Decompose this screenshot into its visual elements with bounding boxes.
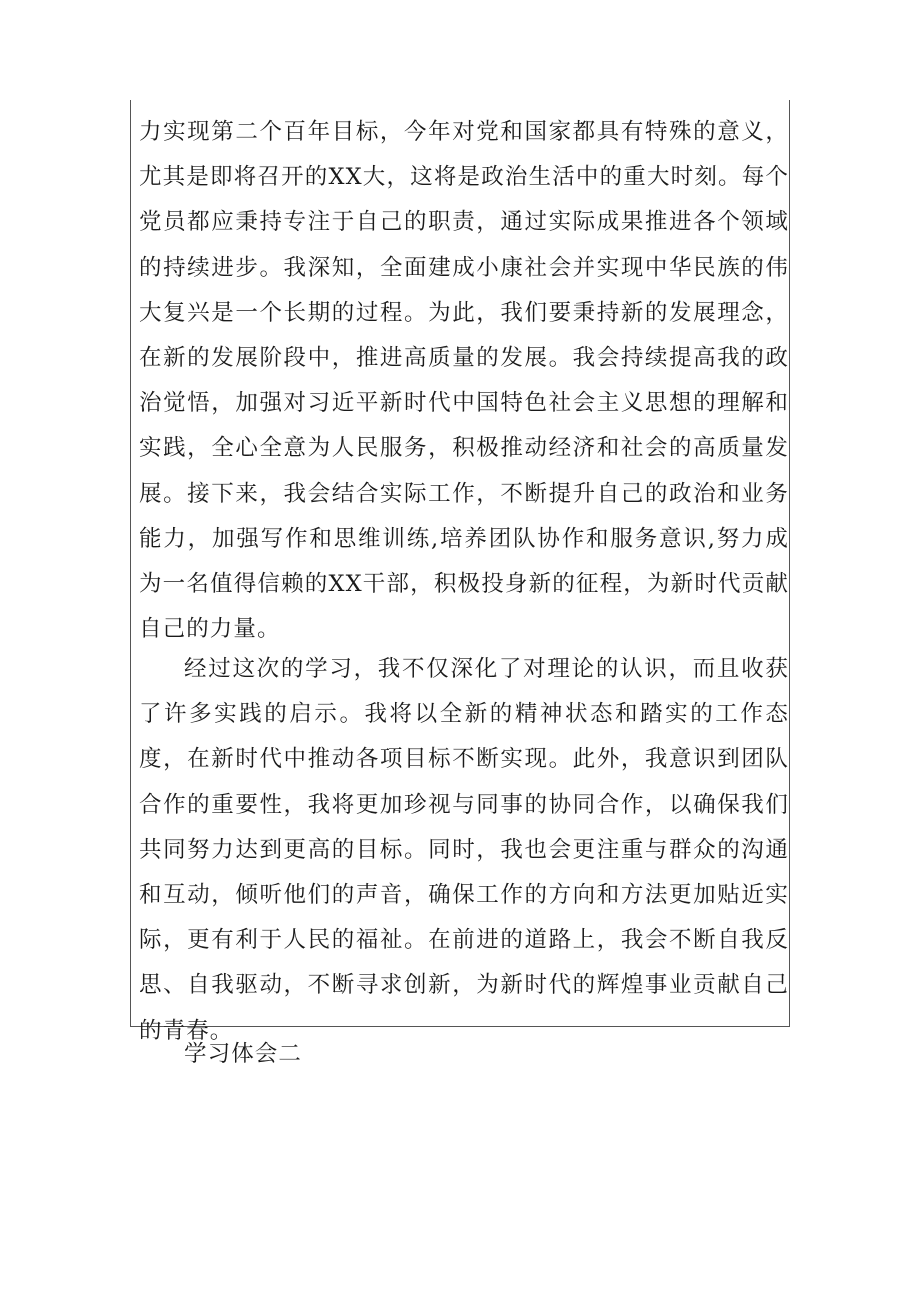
body-paragraph-2: 经过这次的学习，我不仅深化了对理论的认识，而且收获了许多实践的启示。我将以全新的精神状态和踏实的工作态度，在新时代中推动各项目标不断实现。此外，我意识到团队合作的重要性，我将更加珍视与同事的协同合作，以确保我们共同努力达到更高的目标。同时，我也会更注重与群众的沟通和互动，倾听他们的声音，确保工作的方向和方法更加贴近实际，更有利于人民的福祉。在前进的道路上，我会不断自我反思、自我驱动，不断寻求创新，为新时代的辉煌事业贡献自己的青春。 bbox=[139, 656, 789, 1044]
document-table-cell bbox=[130, 100, 790, 1044]
section-title: 学习体会二 bbox=[184, 1041, 303, 1067]
body-paragraph-1: 力实现第二个百年目标，今年对党和国家都具有特殊的意义，尤其是即将召开的XX大，这将是政治生活中的重大时刻。每个党员都应秉持专注于自己的职责，通过实际成果推进各个领域的持续进步。我深知，全面建成小康社会并实现中华民族的伟大复兴是一个长期的过程。为此，我们要秉持新的发展理念，在新的发展阶段中，推进高质量的发展。我会持续提高我的政治觉悟，加强对习近平新时代中国特色社会主义思想的理解和实践，全心全意为人民服务，积极推动经济和社会的高质量发展。接下来，我会结合实际工作，不断提升自己的政治和业务能力，加强写作和思维训练,培养团队协作和服务意识,努力成为一名值得信赖的XX干部，积极投身新的征程，为新时代贡献自己的力量。 bbox=[139, 119, 789, 643]
